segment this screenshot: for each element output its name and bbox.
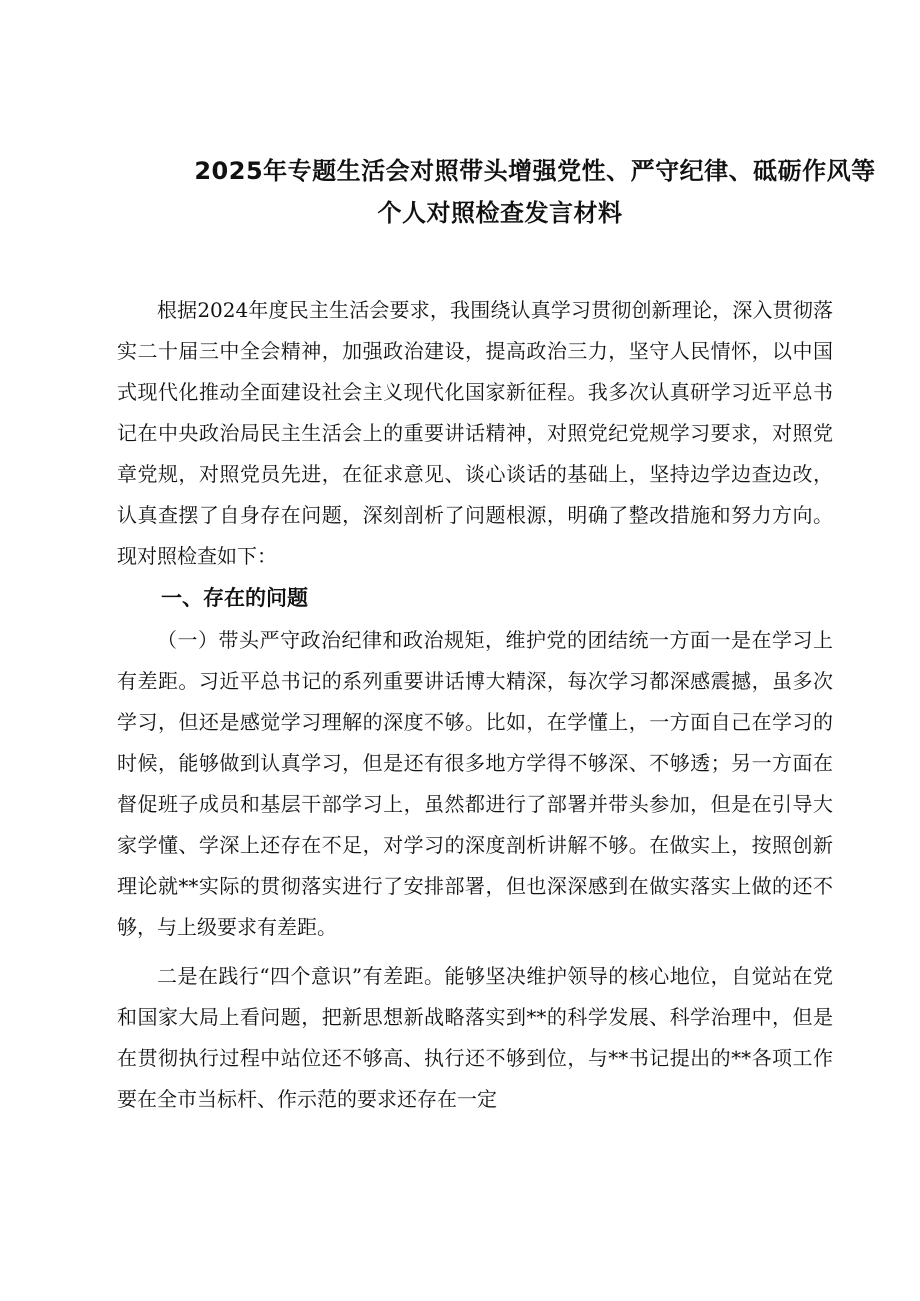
title-line-2: 个人对照检查发言材料	[377, 199, 623, 227]
document-body	[117, 290, 833, 1120]
intro-paragraph: 根据2024年度民主生活会要求，我围绕认真学习贯彻创新理论，深入贯彻落实二十届三中全会精神，加强政治建设，提高政治三力，坚守人民情怀，以中国式现代化推动全面建设社会主义现代化国家新征程。我多次认真研学习近平总书记在中央政治局民主生活会上的重要讲话精神，对照党纪党规学习要求，对照党章党规，对照党员先进，在征求意见、谈心谈话的基础上，坚持边学边查边改，认真查摆了自身存在问题，深刻剖析了问题根源，明确了整改措施和努力方向。现对照检查如下：	[117, 298, 833, 568]
section-heading-problems: 一、存在的问题	[161, 586, 308, 610]
title-line-1: 2025年专题生活会对照带头增强党性、严守纪律、砥砺作风等	[194, 157, 876, 185]
document-title	[120, 150, 880, 234]
problem-item-2-paragraph: 二是在践行“四个意识”有差距。能够坚决维护领导的核心地位，自觉站在党和国家大局上看问题，把新思想新战略落实到**的科学发展、科学治理中，但是在贯彻执行过程中站位还不够高、执行还不够到位，与**书记提出的**各项工作要在全市当标杆、作示范的要求还存在一定	[117, 964, 833, 1111]
problem-item-1-paragraph: （一）带头严守政治纪律和政治规矩，维护党的团结统一方面一是在学习上有差距。习近平总书记的系列重要讲话博大精深，每次学习都深感震撼，虽多次学习，但还是感觉学习理解的深度不够。比如，在学懂上，一方面自己在学习的时候，能够做到认真学习，但是还有很多地方学得不够深、不够透；另一方面在督促班子成员和基层干部学习上，虽然都进行了部署并带头参加，但是在引导大家学懂、学深上还存在不足，对学习的深度剖析讲解不够。在做实上，按照创新理论就**实际的贯彻落实进行了安排部署，但也深深感到在做实落实上做的还不够，与上级要求有差距。	[117, 628, 833, 939]
